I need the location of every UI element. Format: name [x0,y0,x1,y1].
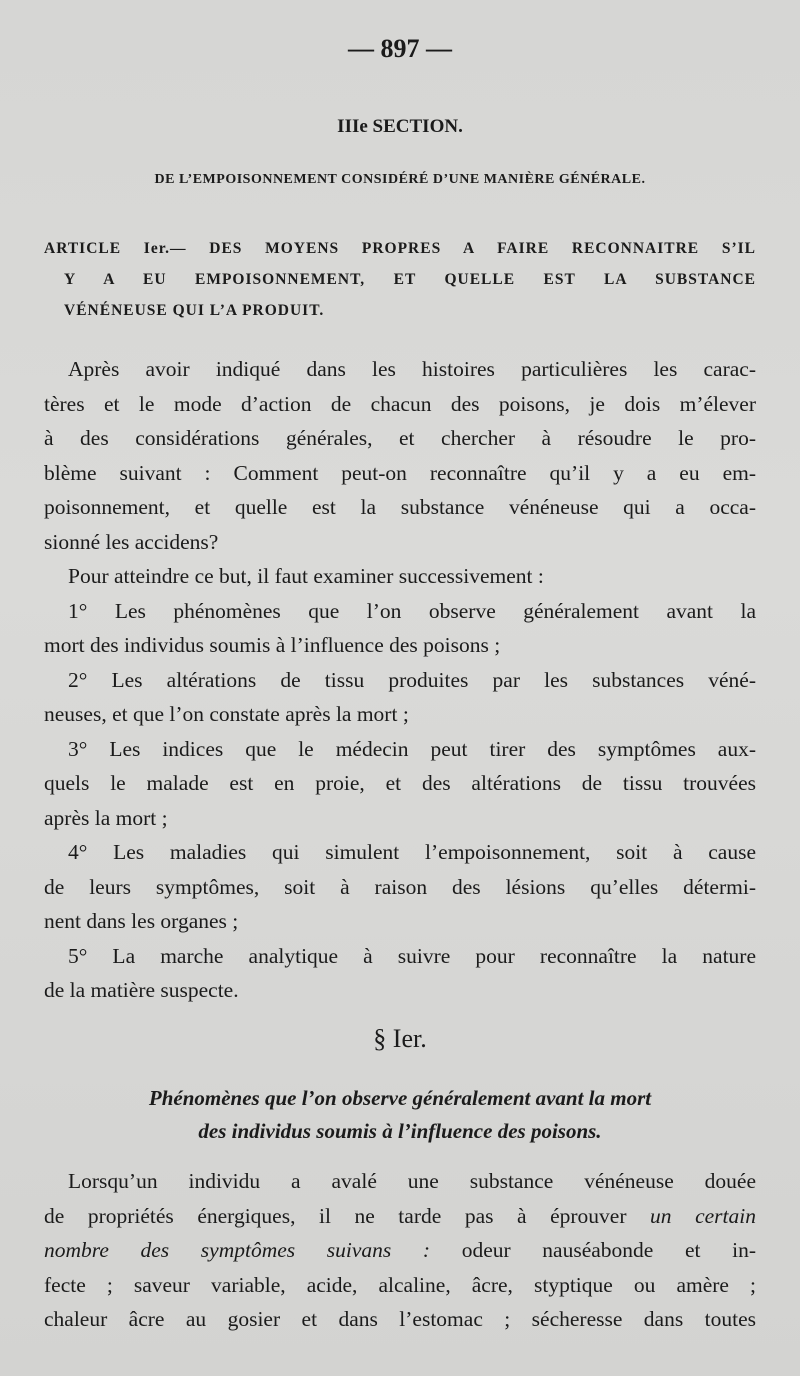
text-segment: odeur nauséabonde et in- [461,1238,757,1262]
text-line: fecte ; saveur variable, acide, alcaline, âcre, styptique ou amère ; [44,1272,756,1297]
article-heading-line: Y A EU EMPOISONNEMENT, ET QUELLE EST LA SUBSTANCE [64,271,756,288]
section-title: IIIe SECTION. [337,116,463,137]
list-item-3: 3° Les indices que le médecin peut tirer des symptômes aux- [68,736,756,761]
text-line: chaleur âcre au gosier et dans l’estomac ; sécheresse dans toutes [44,1307,756,1331]
text-line: à des considérations générales, et chercher à résoudre le pro- [44,426,756,450]
page-number: — 897 — [348,34,452,63]
text-line: Pour atteindre ce but, il faut examiner successivement : [68,564,544,588]
text-line: Après avoir indiqué dans les histoires particulières les carac- [68,357,756,381]
list-item-2: 2° Les altérations de tissu produites par les substances véné- [68,667,756,692]
text-line [44,1233,756,1268]
text-line: après la mort ; [44,805,168,830]
text-line [44,1199,756,1234]
text-line: de leurs symptômes, soit à raison des lésions qu’elles détermi- [44,874,756,899]
text-line: de la matière suspecte. [44,978,239,1002]
italic-heading-line: Phénomènes que l’on observe généralement avant la mort [148,1086,652,1110]
article-heading-line: VÉNÉNEUSE QUI L’A PRODUIT. [64,302,325,319]
article-heading-line: ARTICLE Ier.— DES MOYENS PROPRES A FAIRE RECONNAITRE S’IL [44,240,756,257]
text-line: poisonnement, et quelle est la substance vénéneuse qui a occa- [44,495,756,519]
italic-heading [0,1082,800,1148]
italic-segment: nombre des symptômes suivans : [44,1238,462,1262]
list-item-4: 4° Les maladies qui simulent l’empoisonnement, soit à cause [68,840,756,864]
list-item-5: 5° La marche analytique à suivre pour reconnaître la nature [68,943,756,968]
article-heading [44,233,756,326]
text-line: mort des individus soumis à l’influence des poisons ; [44,633,501,657]
italic-heading-line: des individus soumis à l’influence des poisons. [198,1119,602,1143]
body-paragraph-1 [44,352,756,1008]
text-line: sionné les accidens? [44,529,219,554]
section-subtitle: DE L’EMPOISONNEMENT CONSIDÉRÉ D’UNE MANIÈRE GÉNÉRALE. [154,172,646,187]
text-line: nent dans les organes ; [44,909,239,933]
body-paragraph-2 [44,1164,756,1337]
text-line: blème suivant : Comment peut-on reconnaître qu’il y a eu em- [44,460,756,485]
paragraph-mark: § Ier. [373,1024,427,1053]
text-line: Lorsqu’un individu a avalé une substance vénéneuse douée [68,1169,756,1193]
list-item-1: 1° Les phénomènes que l’on observe généralement avant la [68,598,756,623]
italic-segment: un certain [650,1203,756,1228]
text-segment: de propriétés énergiques, il ne tarde pas à éprouver [44,1203,651,1228]
text-line: quels le malade est en proie, et des altérations de tissu trouvées [44,771,756,795]
text-line: tères et le mode d’action de chacun des poisons, je dois m’élever [44,391,756,416]
text-line: neuses, et que l’on constate après la mort ; [44,702,409,726]
